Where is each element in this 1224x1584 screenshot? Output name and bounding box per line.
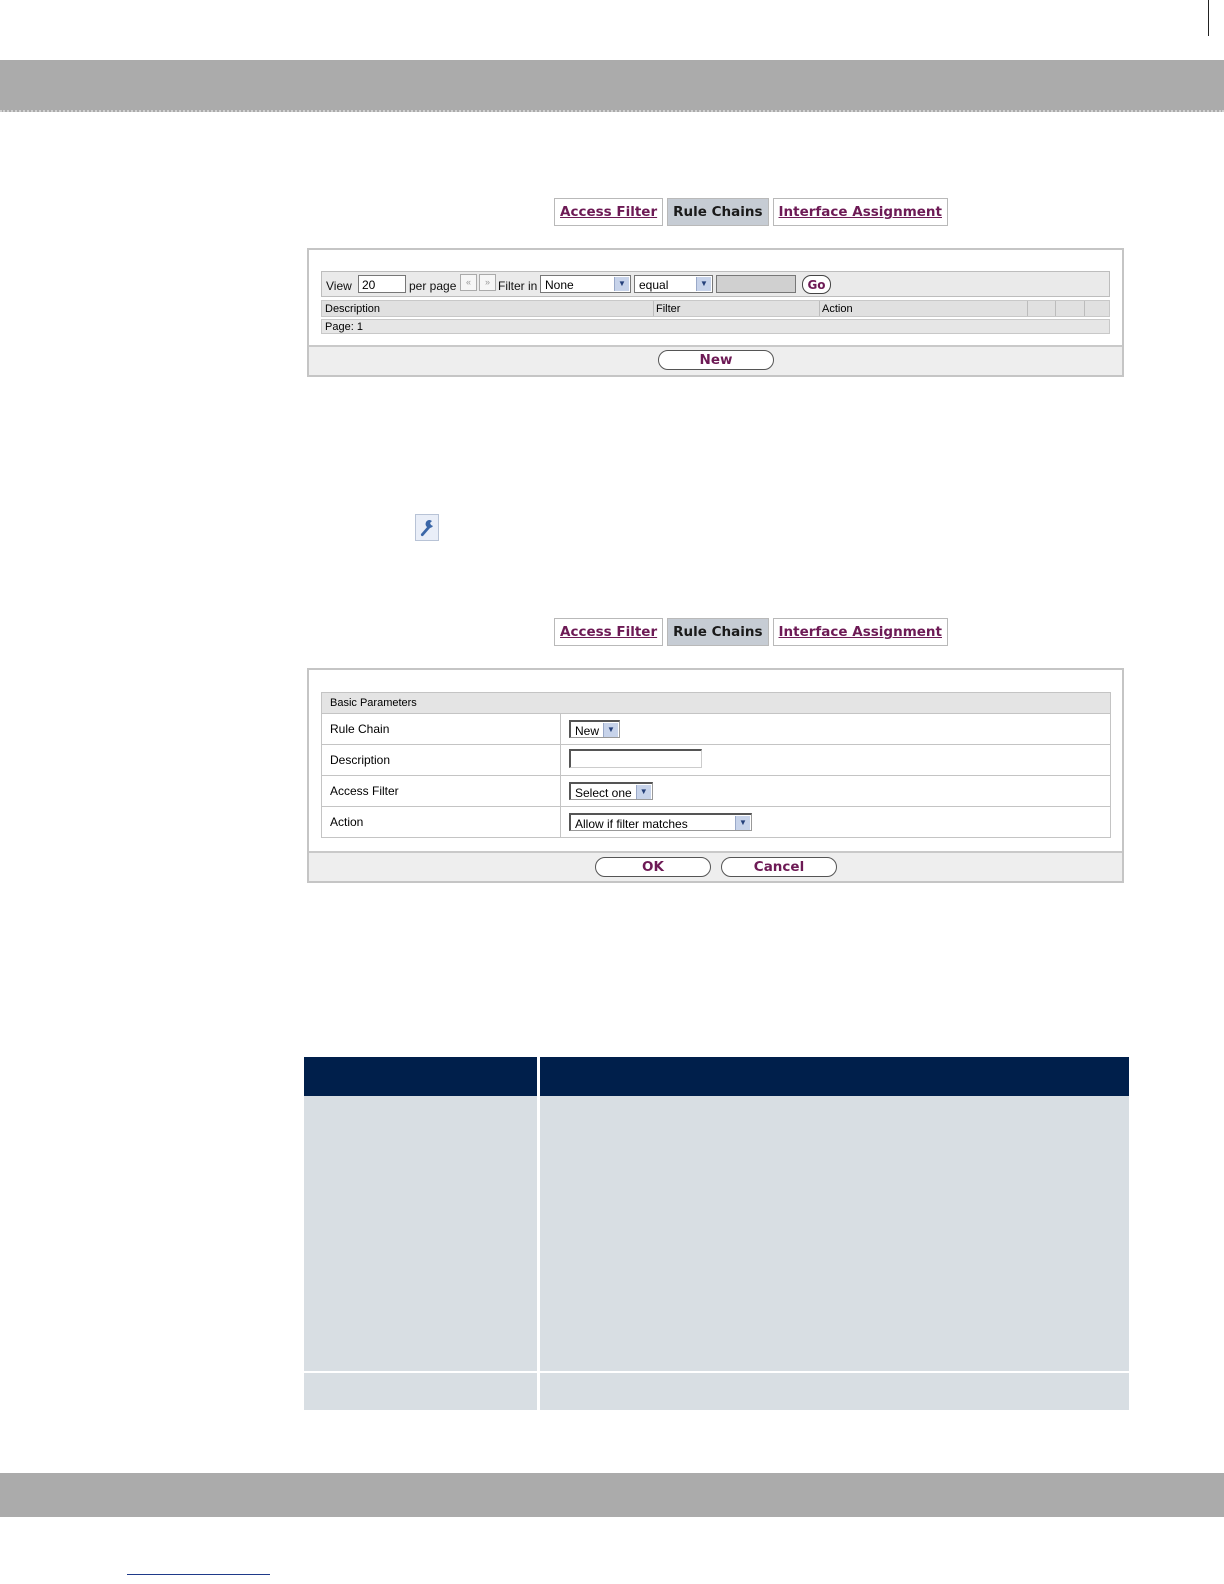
column-divider: [1055, 301, 1056, 316]
chevron-down-icon: ▼: [603, 723, 618, 737]
tab-bar: [554, 198, 948, 226]
table-cell: [540, 1373, 1129, 1410]
filter-operator-value: equal: [639, 278, 669, 292]
tab-interface-assignment[interactable]: Interface Assignment: [773, 198, 948, 226]
page-edge-mark: [1208, 0, 1209, 36]
action-label: Action: [322, 807, 561, 838]
table-row: [304, 1373, 1129, 1410]
chevron-down-icon: ▼: [696, 277, 711, 291]
tab-interface-assignment[interactable]: Interface Assignment: [773, 618, 948, 646]
column-description[interactable]: Description: [325, 303, 381, 315]
tab-rule-chains[interactable]: Rule Chains: [667, 198, 768, 226]
basic-parameters-table: [321, 692, 1111, 838]
new-button[interactable]: New: [658, 350, 774, 370]
column-divider: [1027, 301, 1028, 316]
action-value: Allow if filter matches: [575, 817, 688, 831]
view-label: View: [326, 279, 352, 293]
footer-bar: [0, 1473, 1224, 1517]
access-filter-value: Select one: [575, 786, 632, 800]
rule-chain-value: New: [575, 724, 600, 738]
wrench-icon: [415, 514, 439, 541]
column-divider: [653, 301, 654, 316]
panel-footer: [309, 851, 1122, 881]
filter-field-select[interactable]: [540, 275, 631, 293]
description-label: Description: [322, 745, 561, 776]
rule-chain-form-panel: [307, 668, 1124, 883]
page-number: 1: [356, 321, 363, 333]
access-filter-select[interactable]: [569, 782, 653, 800]
go-button[interactable]: Go: [802, 275, 831, 294]
column-action[interactable]: Action: [822, 303, 853, 315]
ok-button[interactable]: OK: [595, 857, 711, 877]
table-row: [304, 1096, 1129, 1371]
column-filter[interactable]: Filter: [656, 303, 681, 315]
table-header-cell: [540, 1057, 1129, 1096]
header-bar: [0, 60, 1224, 112]
list-column-header: [321, 300, 1110, 317]
per-page-label: per page: [409, 279, 457, 293]
rule-chain-select[interactable]: [569, 720, 620, 738]
filter-in-label: Filter in: [498, 279, 538, 293]
chevron-down-icon: ▼: [614, 277, 629, 291]
chevron-down-icon: ▼: [735, 816, 750, 830]
list-toolbar: [321, 271, 1110, 297]
tab-bar: [554, 618, 948, 646]
page-label: Page:: [325, 321, 354, 333]
next-page-icon[interactable]: »: [479, 274, 496, 291]
filter-operator-select[interactable]: [634, 275, 713, 293]
tab-access-filter[interactable]: Access Filter: [554, 198, 663, 226]
prev-page-icon[interactable]: «: [460, 274, 477, 291]
tab-rule-chains[interactable]: Rule Chains: [667, 618, 768, 646]
rule-chain-list-panel: [307, 248, 1124, 377]
view-count-input[interactable]: 20: [358, 275, 406, 293]
table-cell: [304, 1373, 537, 1410]
table-cell: [540, 1096, 1129, 1371]
chevron-down-icon: ▼: [636, 785, 651, 799]
section-title: Basic Parameters: [322, 693, 1111, 714]
filter-value-input[interactable]: [716, 275, 796, 293]
cancel-button[interactable]: Cancel: [721, 857, 837, 877]
column-divider: [1084, 301, 1085, 316]
panel-footer: [309, 345, 1122, 375]
access-filter-label: Access Filter: [322, 776, 561, 807]
filter-field-value: None: [545, 278, 574, 292]
footer-link-underline[interactable]: [127, 1574, 270, 1575]
column-divider: [819, 301, 820, 316]
table-header-row: [304, 1057, 1129, 1096]
action-select[interactable]: [569, 813, 752, 831]
table-header-cell: [304, 1057, 537, 1096]
pagination-row: [321, 319, 1110, 334]
table-cell: [304, 1096, 537, 1371]
rule-chain-label: Rule Chain: [322, 714, 561, 745]
tab-access-filter[interactable]: Access Filter: [554, 618, 663, 646]
description-input[interactable]: [569, 749, 702, 768]
